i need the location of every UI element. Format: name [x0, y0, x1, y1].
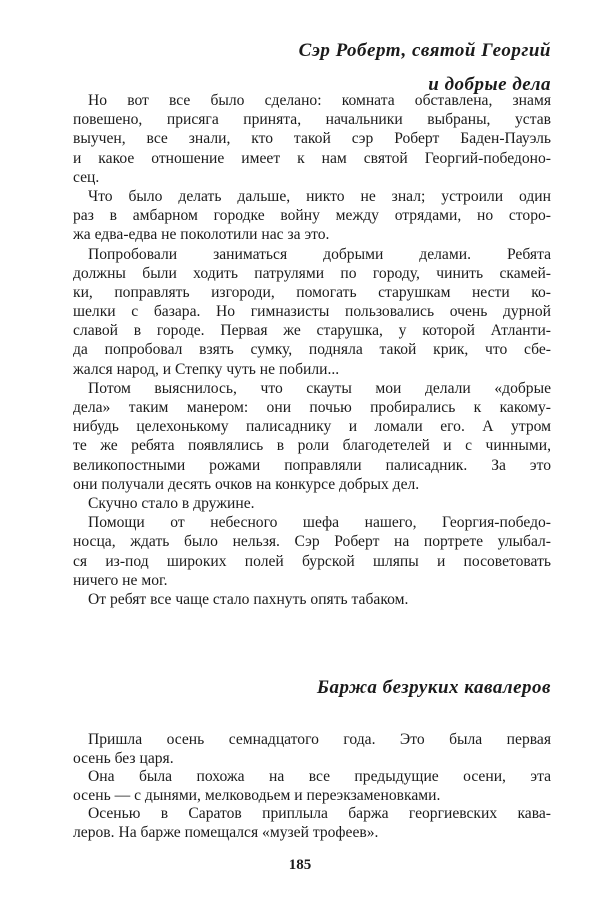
text-line: Попробовали заниматься добрыми делами. Ребята — [88, 245, 551, 263]
text-line: шелки с базара. Но гимназисты пользовались очень дурной — [73, 303, 551, 321]
paragraph — [73, 91, 551, 187]
text-line: Пришла осень семнадцатого года. Это была первая — [88, 731, 551, 748]
text-line: жался народ, и Степку чуть не побили... — [73, 360, 340, 378]
text-line: и какое отношение имеет к нам святой Георгий-победоно- — [73, 149, 551, 167]
text-line: леров. На барже помещался «музей трофеев». — [73, 823, 379, 841]
text-line: должны были ходить патрулями по городу, чинить скамей- — [73, 264, 551, 282]
text-line: Она была похожа на все предыдущие осени, эта — [88, 768, 551, 786]
text-line: нибудь целехонькому палисаднику и ломали его. А утром — [73, 418, 551, 436]
text-line: Скучно стало в дружине. — [88, 494, 255, 512]
paragraph — [73, 590, 551, 609]
text-line: дела» таким манером: они почью пробирались к какому- — [73, 399, 551, 416]
paragraph — [73, 187, 551, 245]
text-line: великопостными рожами поправляли палисадник. За это — [73, 456, 551, 474]
chapter-body-1 — [73, 91, 551, 609]
text-line: Осенью в Саратов приплыла баржа георгиевских кава- — [88, 805, 551, 823]
text-line: Что было делать дальше, никто не знал; устроили один — [88, 187, 551, 205]
page-number: 185 — [288, 857, 312, 873]
text-line: ничего не мог. — [73, 571, 168, 589]
text-line: Помощи от небесного шефа нашего, Георгия-победо- — [88, 514, 551, 532]
chapter-title-line-2: и добрые дела — [428, 74, 551, 95]
text-line: славой в городе. Первая же старушка, у которой Атланти- — [73, 322, 551, 340]
text-line: да попробовал взять сумку, подняла такой крик, что сбе- — [73, 341, 551, 359]
text-line: Но вот все было сделано: комната обставлена, знамя — [88, 92, 551, 109]
text-line: осень без царя. — [73, 749, 174, 767]
chapter-title-line-1: Сэр Роберт, святой Георгий — [298, 40, 551, 61]
text-line: те же ребята появлялись в роли благодетелей и с чинными, — [73, 437, 551, 455]
paragraph — [73, 805, 551, 842]
text-line: Потом выяснилось, что скауты мои делали «добрые — [88, 379, 551, 397]
paragraph — [73, 379, 551, 494]
paragraph — [73, 245, 551, 379]
paragraph — [73, 494, 551, 513]
text-line: жа едва-едва не поколотили нас за это. — [73, 226, 330, 244]
text-line: носца, ждать было нельзя. Сэр Роберт на портрете улыбал- — [73, 533, 551, 551]
text-line: выучен, все знали, кто такой сэр Роберт Баден-Пауэль — [73, 130, 551, 148]
text-line: раз в амбарном городке войну между отрядами, но сторо- — [73, 207, 551, 225]
text-line: ся из-под широких полей бурской шляпы и посоветовать — [73, 552, 551, 570]
text-line: осень — с дынями, мелководьем и переэкзаменовками. — [73, 786, 441, 804]
text-line: ки, поправлять изгороди, помогать старушкам нести ко- — [73, 283, 551, 301]
text-line: От ребят все чаще стало пахнуть опять табаком. — [88, 590, 409, 608]
text-line: они получали десять очков на конкурсе добрых дел. — [73, 475, 420, 493]
paragraph — [73, 513, 551, 590]
text-line: сец. — [73, 168, 100, 186]
paragraph — [73, 768, 551, 805]
section-title-barge: Баржа безруких кавалеров — [316, 677, 551, 698]
chapter-body-2 — [73, 731, 551, 843]
text-line: повешено, присяга принята, начальники выбраны, устав — [73, 111, 551, 129]
paragraph — [73, 731, 551, 768]
